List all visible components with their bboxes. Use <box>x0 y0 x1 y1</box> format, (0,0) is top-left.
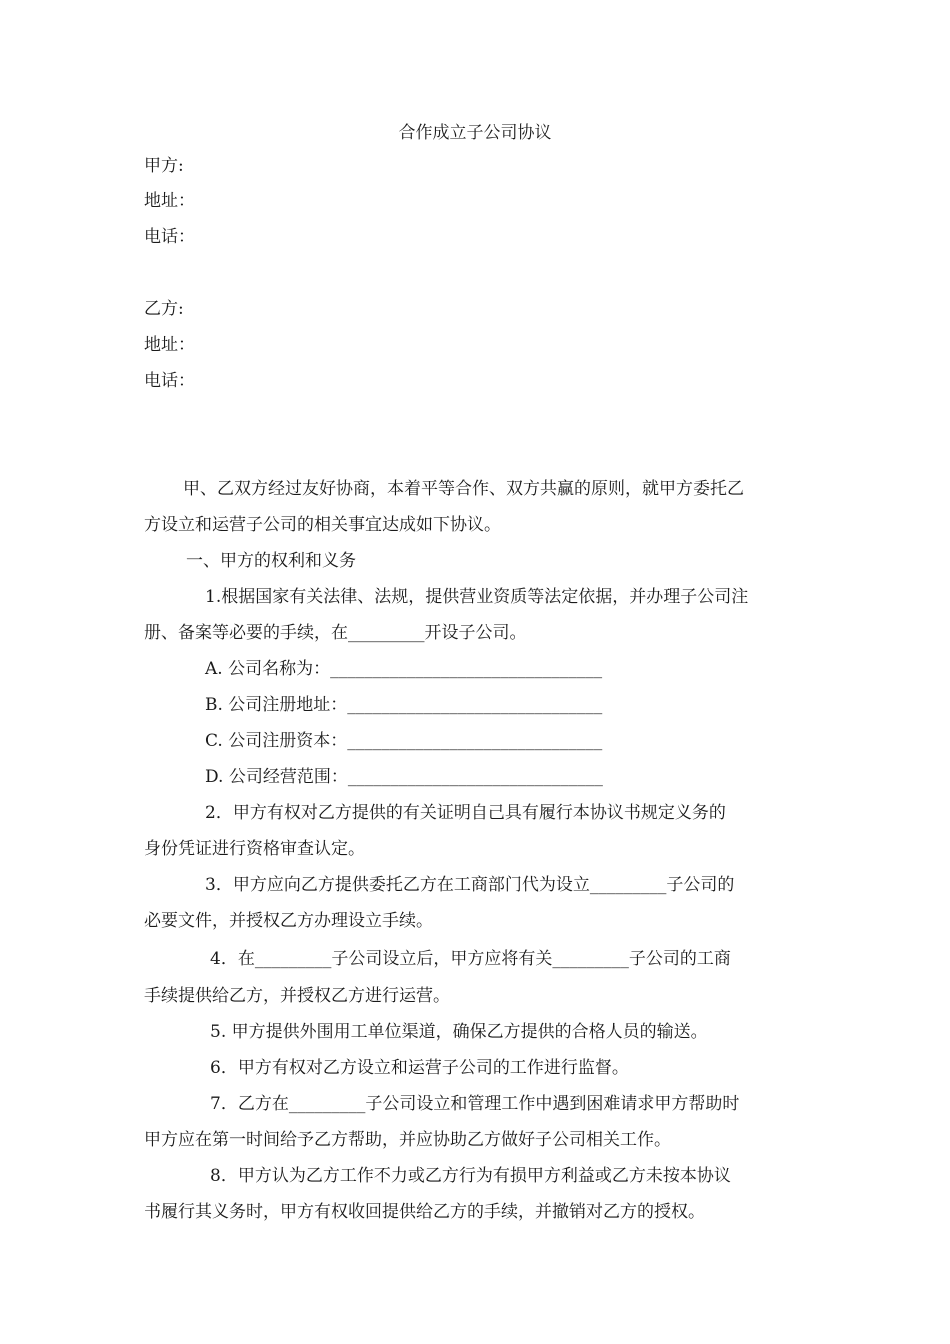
clause-7-line-1: 7．乙方在_________子公司设立和管理工作中遇到困难请求甲方帮助时 <box>210 1094 740 1114</box>
clause-1-item-d: D. 公司经营范围：______________________________ <box>205 767 603 787</box>
document-title: 合作成立子公司协议 <box>398 123 552 143</box>
clause-8-line-2: 书履行其义务时，甲方有权收回提供给乙方的手续，并撤销对乙方的授权。 <box>144 1202 705 1222</box>
clause-4-line-1: 4．在_________子公司设立后，甲方应将有关_________子公司的工商 <box>210 949 731 969</box>
clause-4-line-2: 手续提供给乙方，并授权乙方进行运营。 <box>144 986 450 1006</box>
clause-1-line-1: 1.根据国家有关法律、法规，提供营业资质等法定依据，并办理子公司注 <box>205 587 749 607</box>
clause-1-line-2: 册、备案等必要的手续，在_________开设子公司。 <box>144 623 527 643</box>
clause-5: 5. 甲方提供外围用工单位渠道，确保乙方提供的合格人员的输送。 <box>210 1022 708 1042</box>
clause-8-line-1: 8．甲方认为乙方工作不力或乙方行为有损甲方利益或乙方未按本协议 <box>210 1166 731 1186</box>
party-b-phone-label: 电话： <box>144 371 195 391</box>
party-a-label: 甲方: <box>144 156 184 176</box>
clause-1-item-c: C. 公司注册资本：______________________________ <box>205 731 603 751</box>
clause-7-line-2: 甲方应在第一时间给予乙方帮助，并应协助乙方做好子公司相关工作。 <box>144 1130 671 1150</box>
clause-3-line-1: 3．甲方应向乙方提供委托乙方在工商部门代为设立_________子公司的 <box>205 875 735 895</box>
preamble-line-2: 方设立和运营子公司的相关事宜达成如下协议。 <box>144 515 501 535</box>
clause-1-item-a: A. 公司名称为：________________________________ <box>205 659 603 679</box>
preamble-line-1: 甲、乙双方经过友好协商，本着平等合作、双方共赢的原则，就甲方委托乙 <box>183 479 744 499</box>
clause-2-line-2: 身份凭证进行资格审查认定。 <box>144 839 365 859</box>
party-b-label: 乙方: <box>144 299 184 319</box>
party-a-phone-label: 电话： <box>144 227 195 247</box>
clause-6: 6．甲方有权对乙方设立和运营子公司的工作进行监督。 <box>210 1058 629 1078</box>
clause-3-line-2: 必要文件，并授权乙方办理设立手续。 <box>144 911 433 931</box>
party-a-address-label: 地址： <box>144 191 195 211</box>
clause-2-line-1: 2．甲方有权对乙方提供的有关证明自己具有履行本协议书规定义务的 <box>205 803 726 823</box>
party-b-address-label: 地址： <box>144 335 195 355</box>
clause-1-item-b: B. 公司注册地址：______________________________ <box>205 695 603 715</box>
section-one-heading: 一、甲方的权利和义务 <box>186 551 356 571</box>
